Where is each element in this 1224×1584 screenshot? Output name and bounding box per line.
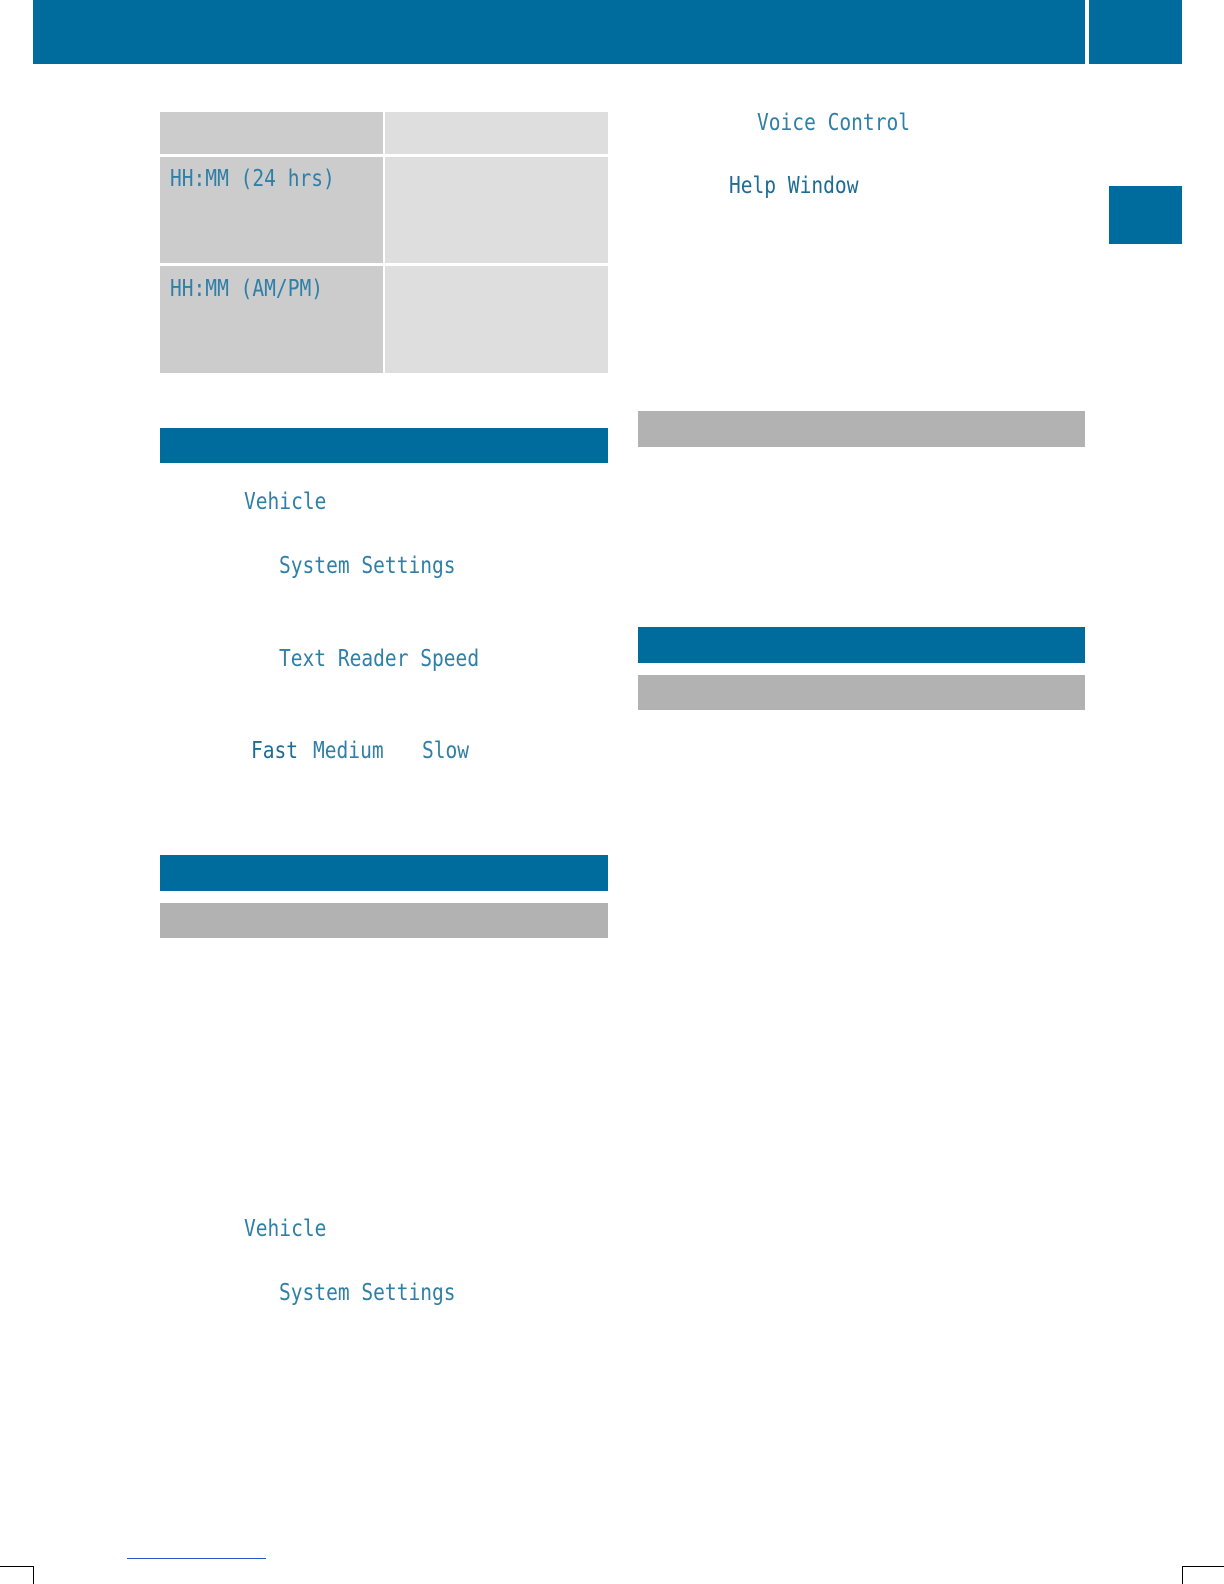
table-header-cell (385, 112, 608, 154)
subsection-header-bar (638, 411, 1085, 447)
page-header-bar (33, 0, 1085, 64)
menu-text-reader-speed[interactable]: Text Reader Speed (279, 646, 480, 672)
crop-mark (33, 1566, 34, 1584)
section-header-bar (638, 627, 1085, 663)
menu-voice-control[interactable]: Voice Control (757, 110, 911, 136)
option-medium[interactable]: Medium (313, 738, 384, 764)
page-number-block (1089, 0, 1182, 64)
footer-link-underline (127, 1558, 266, 1559)
option-fast[interactable]: Fast (251, 738, 299, 764)
menu-system-settings[interactable]: System Settings (279, 1280, 456, 1306)
table-cell (385, 266, 608, 373)
time-format-24h: HH:MM (24 hrs) (170, 166, 335, 192)
menu-vehicle[interactable]: Vehicle (244, 1216, 327, 1242)
subsection-header-bar (638, 675, 1085, 710)
menu-vehicle[interactable]: Vehicle (244, 489, 327, 515)
table-header-cell (160, 112, 383, 154)
option-slow[interactable]: Slow (422, 738, 470, 764)
menu-system-settings[interactable]: System Settings (279, 553, 456, 579)
crop-mark (0, 1566, 33, 1567)
time-format-ampm: HH:MM (AM/PM) (170, 276, 324, 302)
crop-mark (1182, 1566, 1224, 1567)
subsection-header-bar (160, 903, 608, 938)
section-header-bar (160, 855, 608, 891)
section-header-bar (160, 428, 608, 463)
table-cell (385, 157, 608, 263)
menu-help-window[interactable]: Help Window (729, 173, 859, 199)
chapter-tab (1109, 186, 1182, 244)
crop-mark (1182, 1566, 1183, 1584)
